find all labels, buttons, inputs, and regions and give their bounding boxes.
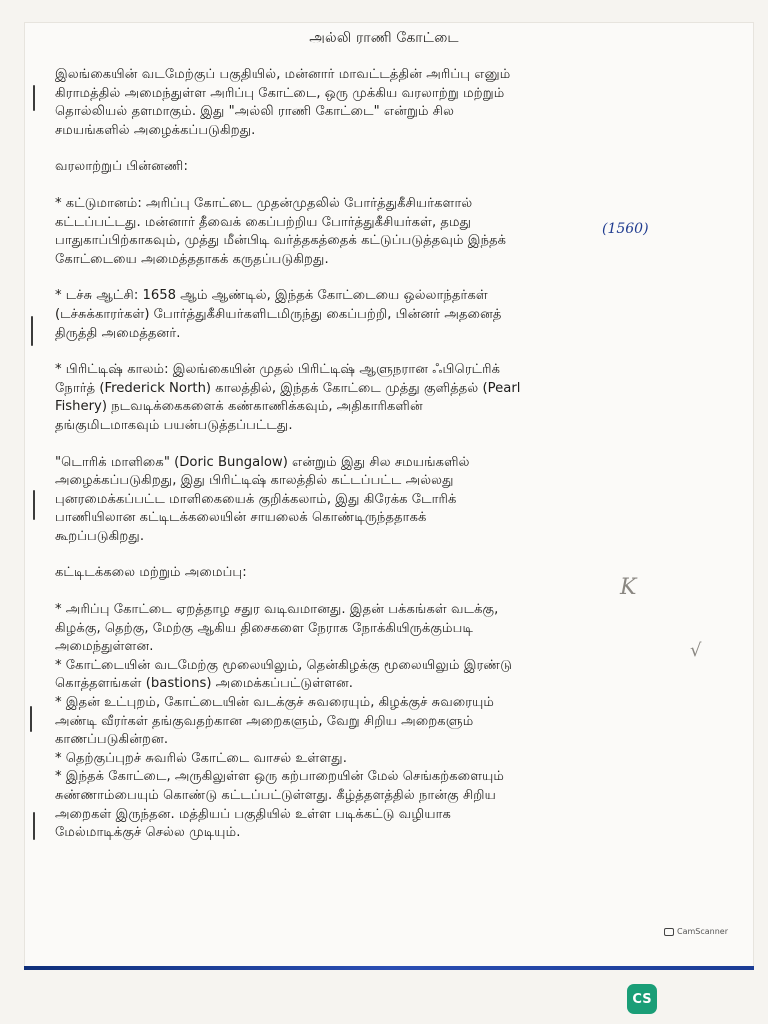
margin-mark-4 xyxy=(30,706,32,732)
handwritten-year-annotation: (1560) xyxy=(602,221,649,237)
camscanner-badge[interactable]: CS xyxy=(627,984,657,1014)
architecture-item-3: * இதன் உட்புறம், கோட்டையின் வடக்குச் சுவரையும், கிழக்குச் சுவரையும் அண்டி வீரர்கள் தங்குவதற்கான அறைகளும், வேறு சிறிய அறைகளும் காணப்படுகின்றன. xyxy=(55,695,495,748)
margin-mark-5 xyxy=(33,812,35,840)
architecture-item-5: * இந்தக் கோட்டை, அருகிலுள்ள ஒரு கற்பாறையின் மேல் செங்கற்களையும் சுண்ணாம்பையும் கொண்டு கட்டப்பட்டுள்ளது. கீழ்த்தளத்தில் நான்கு சிறிய அறைகள் இருந்தன. மத்தியப் பகுதியில் உள்ள படிக்கட்டு வழியாக மேல்மாடிக்குச் செல்ல முடியும். xyxy=(55,769,505,841)
document-body xyxy=(55,66,725,843)
document-title: அல்லி ராணி கோட்டை xyxy=(309,30,459,46)
margin-mark-3 xyxy=(33,490,35,520)
dutch-rule-paragraph: * டச்சு ஆட்சி: 1658 ஆம் ஆண்டில், இந்தக் கோட்டையை ஒல்லாந்தர்கள் (டச்சுக்காரர்கள்) போர்த்துகீசியர்களிடமிருந்து கைப்பற்றி, பின்னர் அதனைத் திருத்தி அமைத்தனர். xyxy=(55,288,502,341)
intro-paragraph: இலங்கையின் வடமேற்குப் பகுதியில், மன்னார் மாவட்டத்தின் அரிப்பு எனும் கிராமத்தில் அமைந்துள்ள அரிப்பு கோட்டை, ஒரு முக்கிய வரலாற்று மற்றும் தொல்லியல் தளமாகும். இது "அல்லி ராணி கோட்டை" என்றும் சில சமயங்களில் அழைக்கப்படுகிறது. xyxy=(55,67,511,138)
architecture-item-1: * அரிப்பு கோட்டை ஏறத்தாழ சதுர வடிவமானது. இதன் பக்கங்கள் வடக்கு, கிழக்கு, தெற்கு, மேற்கு ஆகிய திசைகளை நேராக நோக்கியிருக்கும்படி அமைந்துள்ளன. xyxy=(55,602,499,655)
doric-paragraph: "டொரிக் மாளிகை" (Doric Bungalow) என்றும் இது சில சமயங்களில் அழைக்கப்படுகிறது, இது பிரிட்டிஷ் காலத்தில் கட்டப்பட்ட அல்லது புனரமைக்கப்பட்ட மாளிகையைக் குறிக்கலாம், இது கிரேக்க டோரிக் பாணியிலான கட்டிடக்கலையின் சாயலைக் கொண்டிருந்ததாகக் கூறப்படுகிறது. xyxy=(55,454,470,544)
camscanner-icon xyxy=(664,928,674,936)
architecture-item-4: * தெற்குப்புறச் சுவரில் கோட்டை வாசல் உள்ளது. xyxy=(55,750,347,766)
pencil-scribble: K xyxy=(620,575,637,600)
architecture-heading: கட்டிடக்கலை மற்றும் அமைப்பு: xyxy=(55,565,247,581)
scanner-watermark xyxy=(664,927,728,936)
watermark-text: CamScanner xyxy=(677,927,729,936)
architecture-item-2: * கோட்டையின் வடமேற்கு மூலையிலும், தென்கிழக்கு மூலையிலும் இரண்டு கொத்தளங்கள் (bastions) அமைக்கப்பட்டுள்ளன. xyxy=(55,657,512,692)
margin-mark-1 xyxy=(33,85,35,111)
page-bottom-edge xyxy=(24,966,754,970)
history-heading: வரலாற்றுப் பின்னணி: xyxy=(55,159,188,175)
margin-mark-2 xyxy=(31,316,33,346)
construction-paragraph: * கட்டுமானம்: அரிப்பு கோட்டை முதன்முதலில் போர்த்துகீசியர்களால் கட்டப்பட்டது. மன்னார் தீவைக் கைப்பற்றிய போர்த்துகீசியர்கள், தமது பாதுகாப்பிற்காகவும், முத்து மீன்பிடி வர்த்தகத்தைக் கட்டுப்படுத்தவும் இந்தக் கோட்டையை அமைத்ததாகக் கருதப்படுகிறது. xyxy=(55,195,507,267)
pencil-check: √ xyxy=(690,640,702,661)
british-period-paragraph: * பிரிட்டிஷ் காலம்: இலங்கையின் முதல் பிரிட்டிஷ் ஆளுநரான ஃபிரெட்ரிக் நோர்த் (Frederick North) காலத்தில், இந்தக் கோட்டை முத்து குளித்தல் (Pearl Fishery) நடவடிக்கைகளைக் கண்காணிக்கவும், அதிகாரிகளின் தங்குமிடமாகவும் பயன்படுத்தப்பட்டது. xyxy=(55,362,521,433)
